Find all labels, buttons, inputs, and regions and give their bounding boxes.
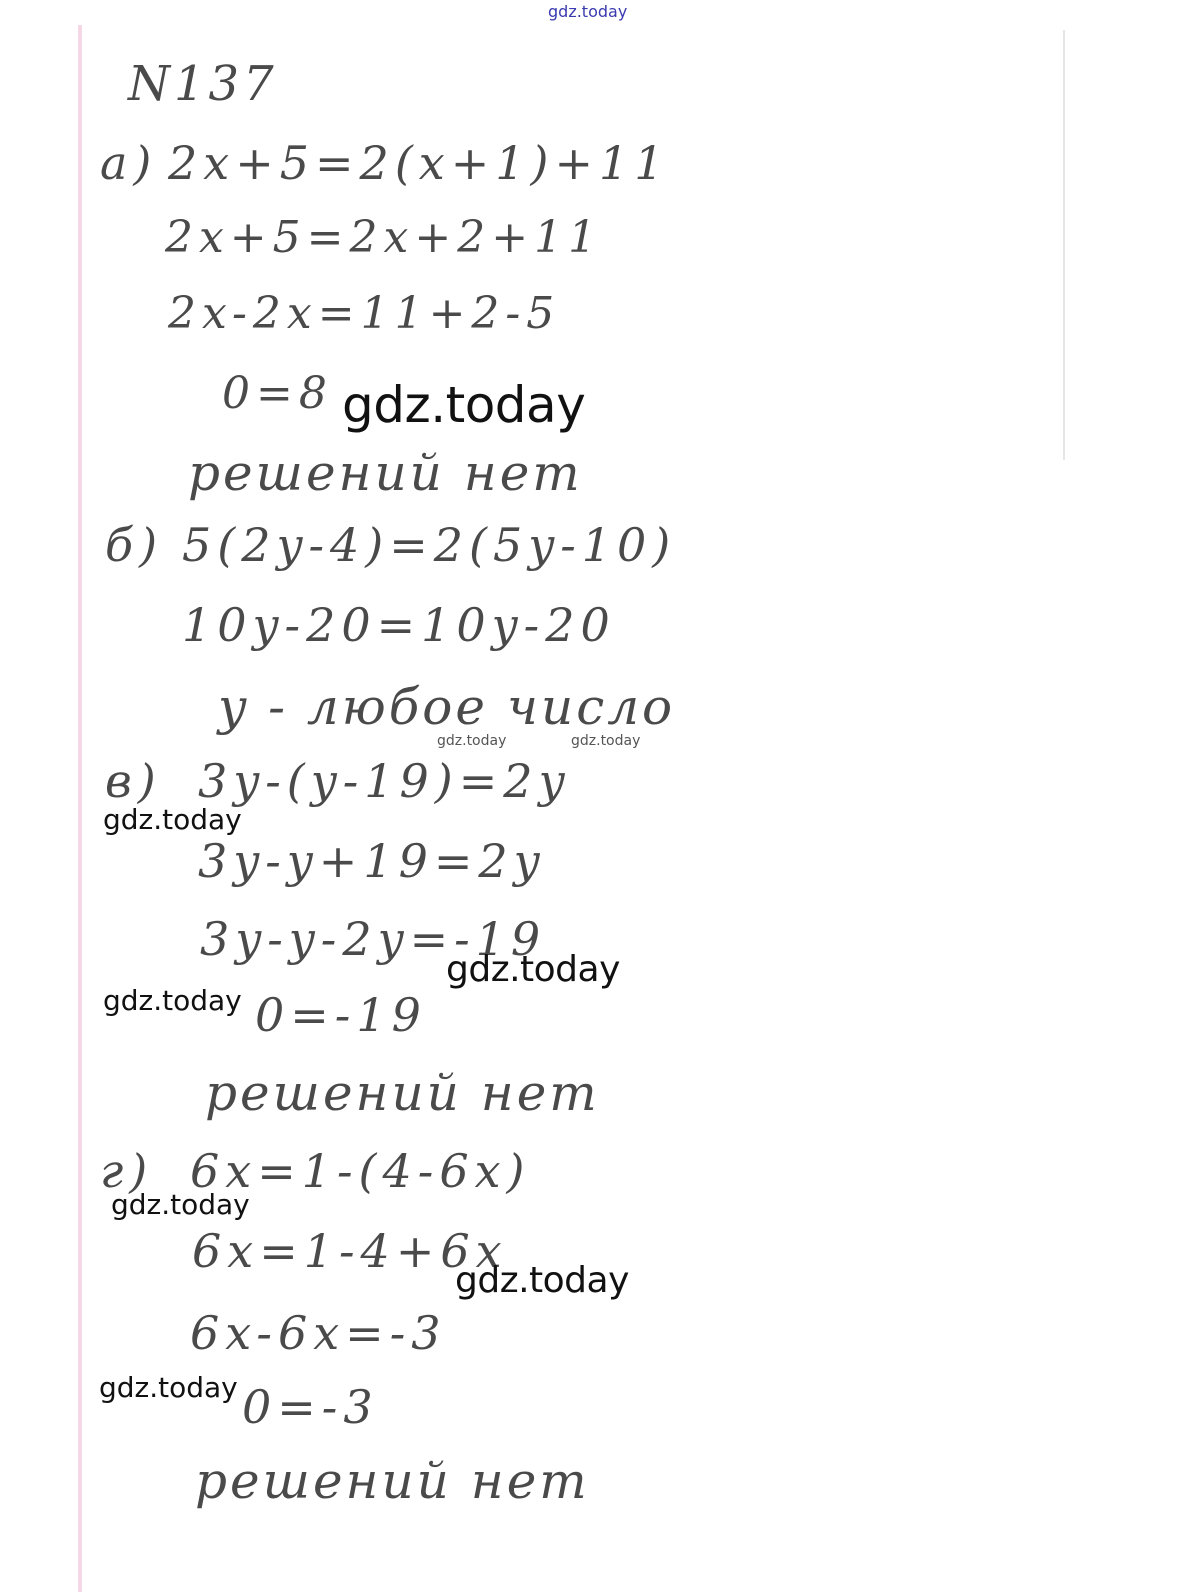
part-c-conclusion: решений нет [205, 1064, 600, 1122]
part-d-line-2: 6x=1-4+6x [192, 1224, 508, 1278]
watermark-8: gdz.today [455, 1260, 629, 1301]
part-d-label: г) [100, 1144, 154, 1198]
watermark-7: gdz.today [111, 1188, 250, 1221]
margin-line [78, 25, 82, 1592]
watermark-5: gdz.today [446, 949, 620, 990]
part-a-label: а) [100, 136, 158, 190]
part-c-line-3: 3y-y-2y=-19 [200, 912, 547, 966]
page-crease [1063, 30, 1065, 460]
part-a-line-3: 2x-2x=11+2-5 [168, 288, 561, 339]
watermark-3: gdz.today [571, 733, 641, 749]
part-c-line-1: 3y-(y-19)=2y [198, 754, 571, 808]
part-c-line-2: 3y-y+19=2y [198, 834, 546, 888]
part-a-line-2: 2x+5=2x+2+11 [165, 212, 603, 263]
watermark-9: gdz.today [99, 1371, 238, 1404]
part-d-line-4: 0=-3 [242, 1380, 379, 1434]
part-d-conclusion: решений нет [195, 1452, 590, 1510]
part-a-line-1: 2x+5=2(x+1)+11 [168, 136, 670, 190]
part-b-label: б) [105, 518, 164, 572]
part-c-line-4: 0=-19 [255, 988, 427, 1042]
part-b-conclusion: y - любое число [218, 678, 676, 736]
watermark-6: gdz.today [103, 984, 242, 1017]
part-d-line-1: 6x=1-(4-6x) [190, 1144, 531, 1198]
watermark-4: gdz.today [103, 803, 242, 836]
watermark-2: gdz.today [437, 733, 507, 749]
watermark-1: gdz.today [342, 376, 586, 434]
part-c-label: в) [105, 754, 162, 808]
problem-number: N137 [128, 56, 278, 112]
part-a-conclusion: решений нет [188, 444, 583, 502]
part-a-line-4: 0=8 [222, 368, 333, 419]
part-b-line-2: 10y-20=10y-20 [182, 598, 616, 652]
part-b-line-1: 5(2y-4)=2(5y-10) [182, 518, 677, 572]
part-d-line-3: 6x-6x=-3 [190, 1306, 447, 1360]
watermark-top: gdz.today [548, 2, 628, 21]
